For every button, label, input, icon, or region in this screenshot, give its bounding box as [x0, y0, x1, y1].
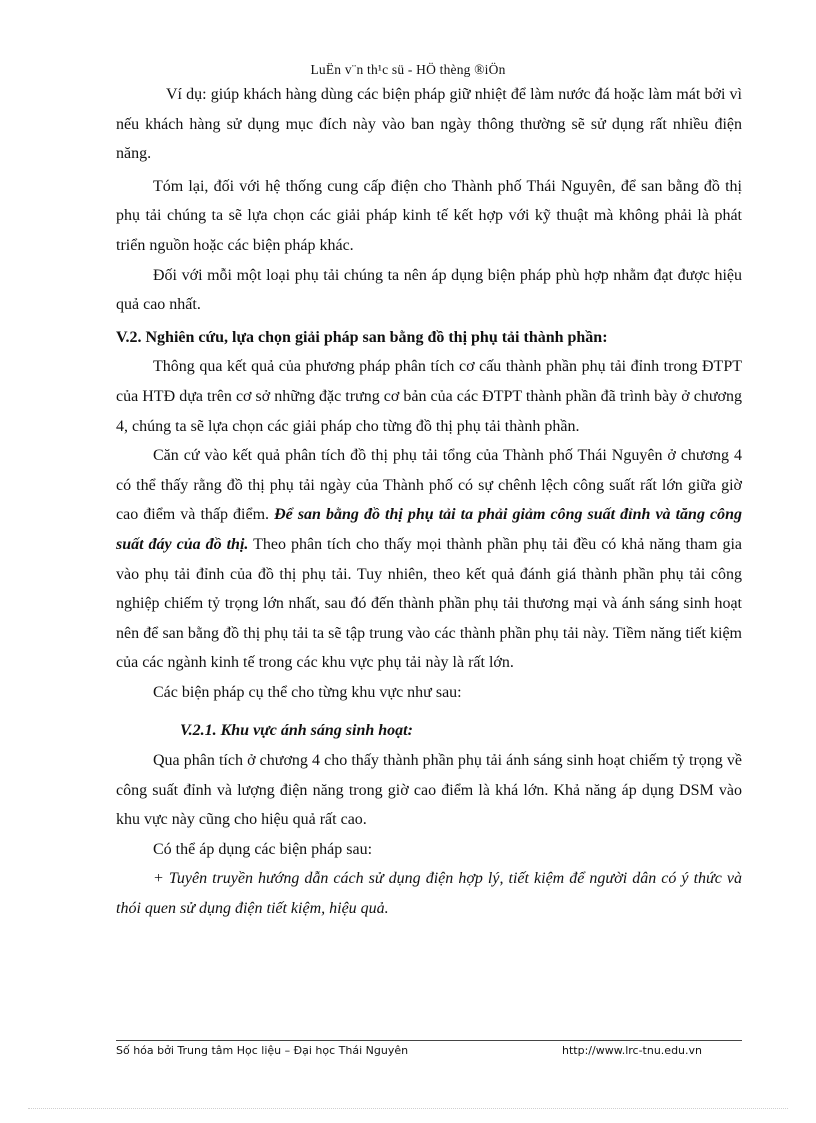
paragraph-conclusion	[116, 441, 742, 678]
footer-divider	[116, 1040, 742, 1041]
page-footer	[116, 1044, 702, 1057]
page-header: LuËn v¨n th¹c sü - HÖ thèng ®iÖn	[310, 62, 506, 77]
paragraph-conclusion-emphasis: Để san bằng đồ thị phụ tải ta phải giảm công suất đỉnh và tăng công suất đáy của đồ thị.	[116, 506, 743, 553]
paragraph-each-load: Đối với mỗi một loại phụ tải chúng ta nên áp dụng biện pháp phù hợp nhằm đạt được hiệu quả cao nhất.	[116, 266, 742, 314]
heading-v2-1: V.2.1. Khu vực ánh sáng sinh hoạt:	[180, 722, 413, 740]
paragraph-applicable-measures: Có thể áp dụng các biện pháp sau:	[153, 840, 373, 858]
paragraph-lighting-analysis: Qua phân tích ở chương 4 cho thấy thành phần phụ tải ánh sáng sinh hoạt chiếm tỷ trọng về công suất đỉnh và lượng điện năng trong giờ cao điểm là khá lớn. Khả năng áp dụng DSM vào khu vực này cũng cho hiệu quả rất cao.	[116, 752, 742, 829]
heading-v2: V.2. Nghiên cứu, lựa chọn giải pháp san bằng đồ thị phụ tải thành phần:	[116, 328, 608, 346]
document-body	[116, 80, 742, 924]
footer-url[interactable]: http://www.lrc-tnu.edu.vn	[562, 1044, 702, 1057]
paragraph-example: Ví dụ: giúp khách hàng dùng các biện pháp giữ nhiệt để làm nước đá hoặc làm mát bởi vì nếu khách hàng sử dụng mục đích này vào ban ngày thông thường sẽ sử dụng rất nhiều điện năng.	[116, 86, 742, 163]
paragraph-measures-intro: Các biện pháp cụ thể cho từng khu vực như sau:	[153, 683, 462, 701]
paragraph-analysis: Thông qua kết quả của phương pháp phân tích cơ cấu thành phần phụ tải đỉnh trong ĐTPT của HTĐ dựa trên cơ sở những đặc trưng cơ bản của các ĐTPT thành phần đã trình bày ở chương 4, chúng ta sẽ lựa chọn các giải pháp cho từng đồ thị phụ tải thành phần.	[116, 358, 742, 435]
paragraph-summary: Tóm lại, đối với hệ thống cung cấp điện cho Thành phố Thái Nguyên, để san bằng đồ thị phụ tải chúng ta sẽ lựa chọn các giải pháp kinh tế kết hợp với kỹ thuật mà không phải là phát triển nguồn hoặc các biện pháp khác.	[116, 177, 742, 254]
page-edge-divider	[28, 1108, 788, 1109]
paragraph-conclusion-part1: Căn cứ vào kết quả phân tích đồ thị phụ tải tổng của Thành phố Thái Nguyên ở chương 4 có thể thấy rằng đồ thị phụ tải ngày của Thành phố có sự chênh lệch công suất rất lớn giữa giờ cao điểm và thấp điểm.	[116, 447, 742, 524]
bullet-propaganda: + Tuyên truyền hướng dẫn cách sử dụng điện hợp lý, tiết kiệm để người dân có ý thức và thói quen sử dụng điện tiết kiệm, hiệu quả.	[116, 870, 742, 918]
paragraph-conclusion-part2: Theo phân tích cho thấy mọi thành phần phụ tải đều có khả năng tham gia vào phụ tải đỉnh của đồ thị phụ tải. Tuy nhiên, theo kết quả đánh giá thành phần phụ tải công nghiệp chiếm tỷ trọng lớn nhất, sau đó đến thành phần phụ tải thương mại và ánh sáng sinh hoạt nên để san bằng đồ thị phụ tải ta sẽ tập trung vào các thành phần phụ tải này. Tiềm năng tiết kiệm của các ngành kinh tế trong các khu vực phụ tải này là rất lớn.	[116, 535, 742, 672]
footer-left-text: Số hóa bởi Trung tâm Học liệu – Đại học Thái Nguyên	[116, 1044, 409, 1057]
